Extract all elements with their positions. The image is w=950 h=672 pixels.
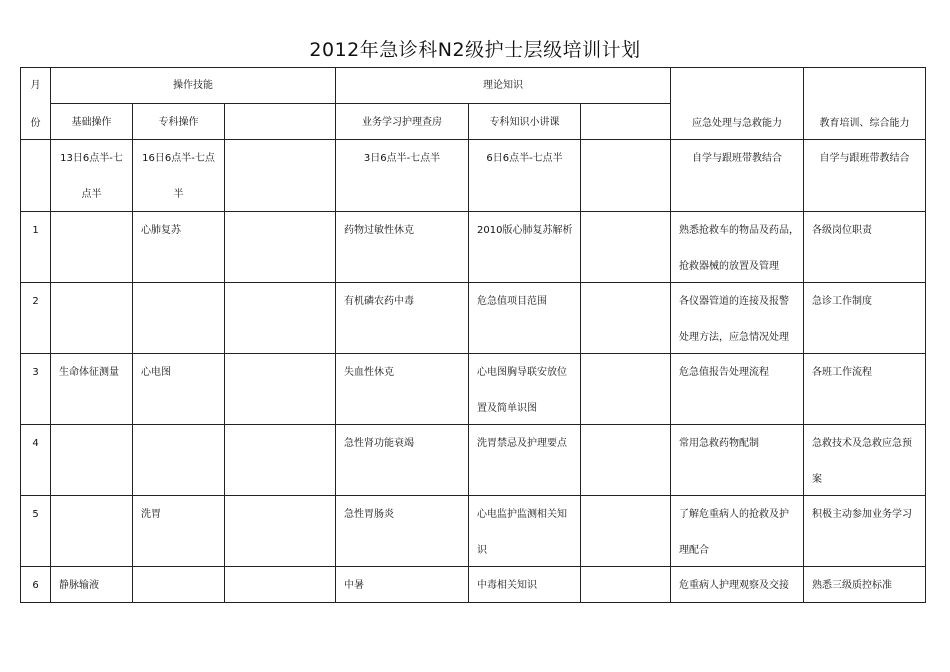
cell-basic (51, 212, 133, 283)
lecture-text: 心电图胸导联安放位 (477, 367, 568, 378)
schedule-blank-cell-2 (581, 140, 671, 212)
cell-lecture (469, 425, 581, 496)
table-row (21, 354, 926, 425)
cell-emergency (671, 567, 804, 603)
schedule-row (21, 140, 926, 212)
special-time-cell (133, 140, 225, 212)
study-time-cell (336, 140, 469, 212)
education-mode: 自学与跟班带教结合 (819, 153, 910, 164)
basic-time-cell (51, 140, 133, 212)
emergency-text: 抢救器械的放置及管理 (679, 261, 780, 272)
cell-blank1 (225, 496, 336, 567)
lecture-time: 6日6点半-七点半 (486, 153, 563, 164)
cell-emergency (671, 283, 804, 354)
lecture-header: 专科知识小讲课 (489, 117, 560, 128)
special-time-line1: 16日6点半-七点 (142, 153, 215, 164)
cell-month (21, 425, 51, 496)
table-row (21, 283, 926, 354)
cell-lecture (469, 354, 581, 425)
education-mode-cell (804, 140, 926, 212)
cell-blank2 (581, 496, 671, 567)
basic-text: 生命体征测量 (59, 367, 119, 378)
emergency-text: 了解危重病人的抢救及护 (679, 509, 790, 520)
theory-blank-header-cell (581, 104, 671, 140)
table-row (21, 212, 926, 283)
lecture-text: 置及简单识图 (477, 403, 538, 414)
cell-study (336, 567, 469, 603)
cell-education (804, 283, 926, 354)
schedule-month-cell (21, 140, 51, 212)
cell-education (804, 354, 926, 425)
table-row (21, 496, 926, 567)
skills-header-cell (51, 68, 336, 104)
cell-education (804, 567, 926, 603)
cell-basic (51, 567, 133, 603)
cell-basic (51, 425, 133, 496)
special-text: 心肺复苏 (141, 225, 181, 236)
cell-education (804, 496, 926, 567)
header-row-1 (21, 68, 926, 104)
emergency-text: 熟悉抢救车的物品及药品， (679, 225, 800, 236)
emergency-header-cell (671, 68, 804, 140)
emergency-text: 处理方法，应急情况处理 (679, 332, 790, 343)
emergency-text: 危急值报告处理流程 (679, 367, 770, 378)
cell-blank2 (581, 567, 671, 603)
skills-blank-header-cell (225, 104, 336, 140)
cell-blank1 (225, 425, 336, 496)
education-text: 积极主动参加业务学习 (812, 509, 913, 520)
cell-study (336, 354, 469, 425)
lecture-text: 中毒相关知识 (477, 580, 538, 591)
month-text: 1 (32, 225, 39, 236)
cell-emergency (671, 425, 804, 496)
month-text: 5 (32, 509, 39, 520)
month-text: 6 (32, 580, 39, 591)
cell-emergency (671, 212, 804, 283)
basic-time-line2: 点半 (81, 189, 102, 200)
cell-special (133, 496, 225, 567)
basic-text: 静脉输液 (59, 580, 99, 591)
month-text: 4 (32, 438, 39, 449)
cell-month (21, 212, 51, 283)
emergency-text: 理配合 (679, 545, 710, 556)
emergency-mode-cell (671, 140, 804, 212)
special-text: 洗胃 (141, 509, 161, 520)
month-header-bottom: 份 (30, 118, 41, 129)
study-header-cell (336, 104, 469, 140)
lecture-text: 危急值项目范围 (477, 296, 548, 307)
cell-special (133, 212, 225, 283)
cell-basic (51, 354, 133, 425)
cell-basic (51, 283, 133, 354)
study-text: 药物过敏性休克 (344, 225, 415, 236)
month-text: 2 (32, 296, 39, 307)
lecture-text: 识 (477, 545, 488, 556)
cell-blank2 (581, 283, 671, 354)
study-text: 有机磷农药中毒 (344, 296, 415, 307)
cell-education (804, 425, 926, 496)
special-time-line2: 半 (173, 189, 184, 200)
emergency-mode: 自学与跟班带教结合 (692, 153, 783, 164)
training-plan-table (20, 67, 926, 603)
education-text: 各班工作流程 (812, 367, 873, 378)
study-text: 急性胃肠炎 (344, 509, 395, 520)
cell-month (21, 354, 51, 425)
page-title: 2012年急诊科N2级护士层级培训计划 (309, 39, 641, 61)
study-text: 急性肾功能衰竭 (344, 438, 415, 449)
schedule-blank-cell-1 (225, 140, 336, 212)
cell-blank2 (581, 425, 671, 496)
cell-blank1 (225, 212, 336, 283)
cell-blank2 (581, 212, 671, 283)
education-header-cell (804, 68, 926, 140)
cell-study (336, 425, 469, 496)
special-op-header-cell (133, 104, 225, 140)
table-row (21, 425, 926, 496)
education-text: 熟悉三级质控标准 (812, 580, 893, 591)
cell-study (336, 283, 469, 354)
basic-time-line1: 13日6点半-七 (60, 153, 123, 164)
cell-education (804, 212, 926, 283)
emergency-text: 危重病人护理观察及交接 (679, 580, 790, 591)
cell-blank1 (225, 354, 336, 425)
cell-lecture (469, 496, 581, 567)
table-row (21, 567, 926, 603)
education-text: 急诊工作制度 (812, 296, 873, 307)
lecture-header-cell (469, 104, 581, 140)
cell-blank1 (225, 283, 336, 354)
emergency-text: 各仪器管道的连接及报警 (679, 296, 790, 307)
lecture-text: 洗胃禁忌及护理要点 (477, 438, 568, 449)
skills-header: 操作技能 (173, 80, 213, 91)
plan-body (21, 212, 926, 603)
cell-blank2 (581, 354, 671, 425)
cell-special (133, 283, 225, 354)
lecture-time-cell (469, 140, 581, 212)
cell-emergency (671, 496, 804, 567)
theory-header: 理论知识 (483, 80, 524, 91)
lecture-text: 心电监护监测相关知 (477, 509, 568, 520)
study-text: 失血性休克 (344, 367, 395, 378)
cell-study (336, 496, 469, 567)
cell-lecture (469, 567, 581, 603)
cell-month (21, 283, 51, 354)
month-header-top: 月 (30, 80, 41, 91)
cell-month (21, 567, 51, 603)
study-text: 中暑 (344, 580, 365, 591)
cell-lecture (469, 212, 581, 283)
month-text: 3 (32, 367, 39, 378)
theory-header-cell (336, 68, 671, 104)
cell-month (21, 496, 51, 567)
cell-special (133, 567, 225, 603)
education-text: 案 (812, 474, 823, 485)
lecture-text: 2010版心肺复苏解析 (477, 225, 573, 236)
education-text: 各级岗位职责 (812, 225, 873, 236)
cell-basic (51, 496, 133, 567)
cell-blank1 (225, 567, 336, 603)
month-header-cell (21, 68, 51, 140)
basic-op-header: 基础操作 (71, 117, 112, 128)
cell-study (336, 212, 469, 283)
study-time: 3日6点半-七点半 (363, 153, 441, 164)
emergency-header: 应急处理与急救能力 (692, 118, 783, 129)
cell-special (133, 425, 225, 496)
cell-special (133, 354, 225, 425)
study-header: 业务学习护理查房 (362, 117, 443, 128)
special-op-header: 专科操作 (158, 117, 199, 128)
cell-lecture (469, 283, 581, 354)
emergency-text: 常用急救药物配制 (679, 438, 760, 449)
education-header: 教育培训、综合能力 (819, 118, 910, 129)
basic-op-header-cell (51, 104, 133, 140)
special-text: 心电图 (141, 367, 171, 378)
cell-emergency (671, 354, 804, 425)
education-text: 急救技术及急救应急预 (812, 438, 913, 449)
